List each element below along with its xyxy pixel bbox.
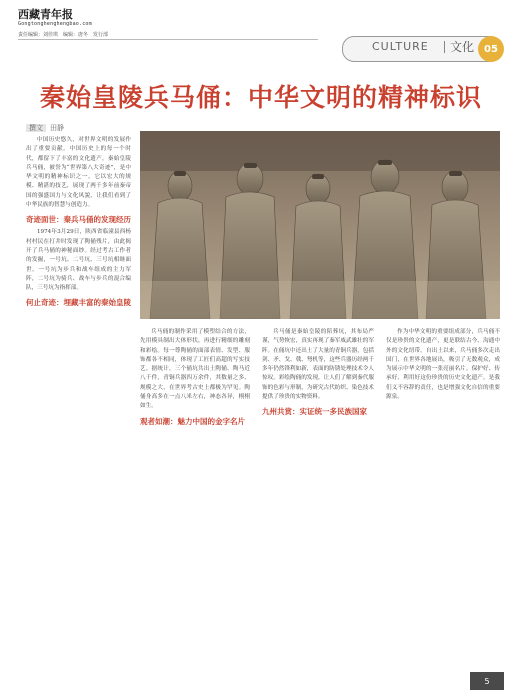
page-number-badge: 05 xyxy=(478,36,504,62)
header-divider xyxy=(18,39,318,40)
newspaper-masthead: 西藏青年报 xyxy=(18,8,73,21)
column-2-body: 兵马俑的制作采用了模塑结合的方法，先用模具制出大体形状，再进行精细的雕刻和彩绘。每一尊陶俑的面部表情、发型、服饰都各不相同，体现了工匠们高超的写实技艺。据统计，三个俑坑共出土陶俑、陶马近八千件，青铜兵器四万余件，其数量之多、规模之大，在世界考古史上都极为罕见。陶俑身高多在一点八米左右，神态各异，栩栩如生。 xyxy=(140,329,250,410)
column-3-body: 兵马俑是秦始皇陵的陪葬坑，其布局严谨，气势恢宏，真实再现了秦军威武雄壮的军阵。在俑坑中还出土了大量的青铜兵器，包括剑、矛、戈、戟、弩机等，这些兵器历经两千多年仍然锋利如新，表面的防锈处理技术令人惊叹。彩绘陶俑的发现，让人们了解到秦代服饰的色彩与形制，为研究古代纺织、染色技术提供了珍贵的实物资料。 xyxy=(262,329,374,401)
terracotta-warriors-image xyxy=(140,131,500,319)
article-title: 秦始皇陵兵马俑：中华文明的精神标识 xyxy=(39,83,482,112)
section-separator xyxy=(444,41,445,53)
section-label-cn: 文化 xyxy=(450,40,475,54)
byline xyxy=(26,123,64,133)
section-label-en: CULTURE xyxy=(372,40,429,53)
intro-paragraph: 中国历史悠久，对世界文明的发展作出了重要贡献。中国历史上的每一个时代，都留下了丰富的文化遗产。秦始皇陵兵马俑，被誉为“世界第八大奇迹”，是中华文明的精神标识之一。它以宏大的规模、精湛的技艺，展现了两千多年前秦帝国的强盛国力与文化风貌，让我们看到了中华民族的智慧与创造力。 xyxy=(26,137,131,209)
editor-credits: 责任编辑：刘佳琪 编辑：唐冬 发行部 xyxy=(18,32,109,38)
page-tab: 5 xyxy=(470,672,504,690)
text-column-4 xyxy=(386,328,500,403)
terracotta-army-photo xyxy=(140,131,500,319)
section-heading-4: 九州共赏：实证统一多民族国家 xyxy=(262,407,367,417)
section-heading-1: 奇迹面世：秦兵马俑的发现经历 xyxy=(26,215,131,225)
section-heading-2: 何止奇迹：埋藏丰富的秦始皇陵 xyxy=(26,298,131,308)
byline-label: 撰文 xyxy=(26,124,46,132)
text-column-3 xyxy=(262,328,374,420)
byline-author: 田静 xyxy=(50,124,64,132)
masthead-subtitle: Gongtonghenghengbao.com xyxy=(18,21,92,27)
column-1-body: 1974年3月29日，陕西省临潼县西杨村村民在打井时发现了陶俑残片，由此揭开了兵马俑的神秘面纱。经过考古工作者的发掘，一号坑、二号坑、三号坑相继面世。一号坑为步兵和战车组成的主力军阵，二号坑为骑兵、战车与步兵的混合编队，三号坑为指挥部。 xyxy=(26,229,131,292)
page-header xyxy=(0,0,520,62)
text-column-2 xyxy=(140,328,250,430)
column-4-body: 作为中华文明的重要组成部分，兵马俑不仅是珍贵的文化遗产，更是联结古今、沟通中外的文化纽带。自出土以来，兵马俑多次走出国门，在世界各地展出，吸引了无数观众，成为展示中华文明的一张亮丽名片。保护好、传承好、利用好这份珍贵的历史文化遗产，是我们义不容辞的责任，也是增强文化自信的重要源泉。 xyxy=(386,329,500,401)
section-heading-3: 观者如潮：魅力中国的金字名片 xyxy=(140,416,245,426)
text-column-1 xyxy=(26,136,131,311)
